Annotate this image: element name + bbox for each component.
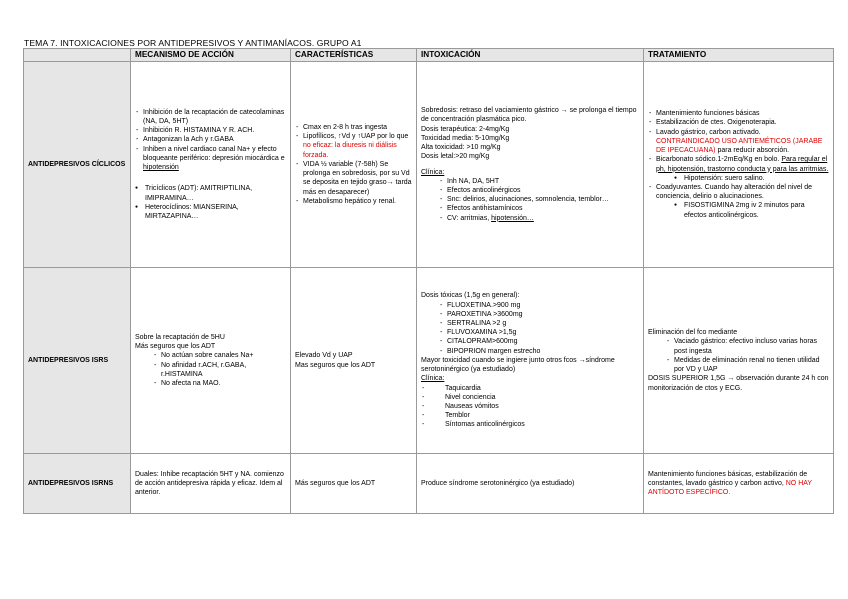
list-item: - Lavado gástrico, carbon activado. CONTRAINDICADO USO ANTIEMÉTICOS (JARABE DE IPECACUANA) para reducir absorción. <box>648 128 829 156</box>
section-label: Clínica: <box>421 168 445 176</box>
cell-caracteristicas-isrs <box>291 268 417 454</box>
list-item: - Snc: delirios, alucinaciones, somnolencia, temblor… <box>439 195 639 204</box>
list-item: - Medidas de eliminación renal no tienen utilidad por VD y UAP <box>666 356 829 374</box>
list-item: - Efectos antihistamínicos <box>439 204 639 213</box>
cell-tratamiento-isrs <box>644 268 834 454</box>
underlined-text: Para regular el ph, hipotensión, trastorno conducta y para las arritmias. <box>656 156 829 173</box>
paragraph: Alta toxicidad: >10 mg/Kg <box>421 144 501 152</box>
header-intoxicacion: INTOXICACIÓN <box>417 49 644 62</box>
list-item: - Lipofílicos, ↑Vd y ↑UAP por lo que no eficaz: la diuresis ni diálisis forzada. <box>295 132 412 160</box>
warning-text: NO HAY ANTÍDOTO ESPECÍFICO. <box>648 479 812 497</box>
cell-caracteristicas-ciclicos <box>291 62 417 268</box>
list-item: - No afinidad r.ACH, r.GABA, r.HISTAMINA <box>153 361 286 379</box>
row-isrs <box>24 268 834 454</box>
list-item: - Inhibición R. HISTAMINA Y R. ACH. <box>135 126 286 135</box>
list-item: ● Hipotensión: suero salino. <box>674 174 829 183</box>
list-item: - Nivel conciencia <box>421 393 639 402</box>
list-item: ● Tricíclicos (ADT): AMITRIPTILINA, IMIPRAMINA… <box>135 184 286 202</box>
paragraph: Elevado Vd y UAP <box>295 352 353 360</box>
list-item: - Inhibición de la recaptación de catecolaminas (NA, DA, 5HT) <box>135 108 286 126</box>
list-item: - Metabolismo hepático y renal. <box>295 197 412 206</box>
cell-intoxicacion-isrns: Produce síndrome serotoninérgico (ya estudiado) <box>417 454 644 514</box>
section-label: Clínica: <box>421 375 445 383</box>
list-item: - Temblor <box>421 411 639 420</box>
paragraph: Mayor toxicidad cuando se ingiere junto otros fcos →síndrome serotoninérgico (ya estudiado) <box>421 356 615 374</box>
underlined-text: hipotensión… <box>491 214 534 222</box>
row-name-isrs: ANTIDEPRESIVOS ISRS <box>24 268 131 454</box>
list-item: - CITALOPRAM>600mg <box>439 337 639 346</box>
list-item: - Mantenimiento funciones básicas <box>648 109 829 118</box>
list-item: - BIPOPRION margen estrecho <box>439 347 639 356</box>
list-item: - Antagonizan la Ach y r.GABA <box>135 135 286 144</box>
row-name-isrns: ANTIDEPRESIVOS ISRNS <box>24 454 131 514</box>
list-item: - Taquicardia <box>421 384 639 393</box>
warning-text: CONTRAINDICADO USO ANTIEMÉTICOS (JARABE DE IPECACUANA) <box>656 137 823 155</box>
list-item: - Efectos anticolinérgicos <box>439 186 639 195</box>
header-tratamiento: TRATAMIENTO <box>644 49 834 62</box>
list-item: - VIDA ½ variable (7-58h) Se prolonga en sobredosis, por su Vd se deposita en tejido graso→ tarda más en desaparecer) <box>295 160 412 197</box>
list-item: - No actúan sobre canales Na+ <box>153 351 286 360</box>
paragraph: Dosis terapéutica: 2-4mg/Kg <box>421 125 510 133</box>
cell-mecanismo-isrns: Duales: Inhibe recaptación 5HT y NA. comienzo de acción antidepresiva rápida y eficaz. Idem al anterior. <box>131 454 291 514</box>
row-isrns <box>24 454 834 514</box>
list-item: - FLUVOXAMINA >1,5g <box>439 328 639 337</box>
cell-mecanismo-isrs <box>131 268 291 454</box>
list-item: - Vaciado gástrico: efectivo incluso varias horas post ingesta <box>666 337 829 355</box>
paragraph: Sobredosis: retraso del vaciamiento gástrico → se prolonga el tiempo de concentración plasmática pico. <box>421 107 637 124</box>
paragraph: Toxicidad media: 5-10mg/Kg <box>421 134 510 142</box>
cell-intoxicacion-isrs <box>417 268 644 454</box>
list-item: ● Heterocíclinos: MIANSERINA, MIRTAZAPINA… <box>135 203 286 221</box>
list-item: - Bicarbonato sódico.1-2mEq/Kg en bolo. Para regular el ph, hipotensión, trastorno conducta y para las arritmias. ● Hipotensión: suero salino. <box>648 155 829 183</box>
header-row <box>24 49 834 62</box>
header-blank <box>24 49 131 62</box>
list-item: - No afecta na MAO. <box>153 379 286 388</box>
list-item: - Cmax en 2-8 h tras ingesta <box>295 123 412 132</box>
list-item: - Estabilización de ctes. Oxigenoterapia. <box>648 118 829 127</box>
paragraph: Más seguros que los ADT <box>135 343 216 351</box>
paragraph: Dosis tóxicas (1,5g en general): <box>421 292 520 300</box>
header-caracteristicas: CARACTERÍSTICAS <box>291 49 417 62</box>
paragraph: Mas seguros que los ADT <box>295 361 376 369</box>
document-title: TEMA 7. INTOXICACIONES POR ANTIDEPRESIVOS Y ANTIMANÍACOS. GRUPO A1 <box>24 38 362 48</box>
list-item: - Nauseas vómitos <box>421 402 639 411</box>
paragraph: Dosis letal:>20 mg/Kg <box>421 153 490 161</box>
list-item: - Coadyuvantes. Cuando hay alteración del nivel de conciencia, delirio o alucinaciones. ● FISOSTIGMINA 2mg iv 2 minutos para efectos anticolinérgicos. <box>648 183 829 220</box>
list-item: - CV: arritmias, hipotensión… <box>439 214 639 223</box>
paragraph: Eliminación del fco mediante <box>648 329 738 337</box>
list-item: - SERTRALINA >2 g <box>439 319 639 328</box>
cell-caracteristicas-isrns: Más seguros que los ADT <box>291 454 417 514</box>
list-item: - Inh NA, DA, 5HT <box>439 177 639 186</box>
list-item: - PAROXETINA >3600mg <box>439 310 639 319</box>
underlined-text: hipotensión <box>143 164 179 172</box>
row-ciclicos <box>24 62 834 268</box>
cell-tratamiento-isrns: Mantenimiento funciones básicas, estabilización de constantes, lavado gástrico y carbon activo, NO HAY ANTÍDOTO ESPECÍFICO. <box>644 454 834 514</box>
list-item: - FLUOXETINA.>900 mg <box>439 301 639 310</box>
summary-table <box>23 48 834 514</box>
row-name-ciclicos: ANTIDEPRESIVOS CÍCLICOS <box>24 62 131 268</box>
paragraph: Sobre la recaptación de 5HU <box>135 333 225 341</box>
header-mecanismo: MECANISMO DE ACCIÓN <box>131 49 291 62</box>
cell-tratamiento-ciclicos <box>644 62 834 268</box>
cell-intoxicacion-ciclicos <box>417 62 644 268</box>
paragraph: DOSIS SUPERIOR 1,5G → observación durante 24 h con monitorización de ctos y ECG. <box>648 375 829 392</box>
list-item: ● FISOSTIGMINA 2mg iv 2 minutos para efectos anticolinérgicos. <box>674 201 829 219</box>
list-item: - Síntomas anticolinérgicos <box>421 420 639 429</box>
list-item: - Inhiben a nivel cardiaco canal Na+ y efecto bloqueante periférico: depresión miocárdica e hipotensión <box>135 145 286 173</box>
cell-mecanismo-ciclicos <box>131 62 291 268</box>
warning-text: no eficaz: la diuresis ni diálisis forzada. <box>303 142 397 159</box>
